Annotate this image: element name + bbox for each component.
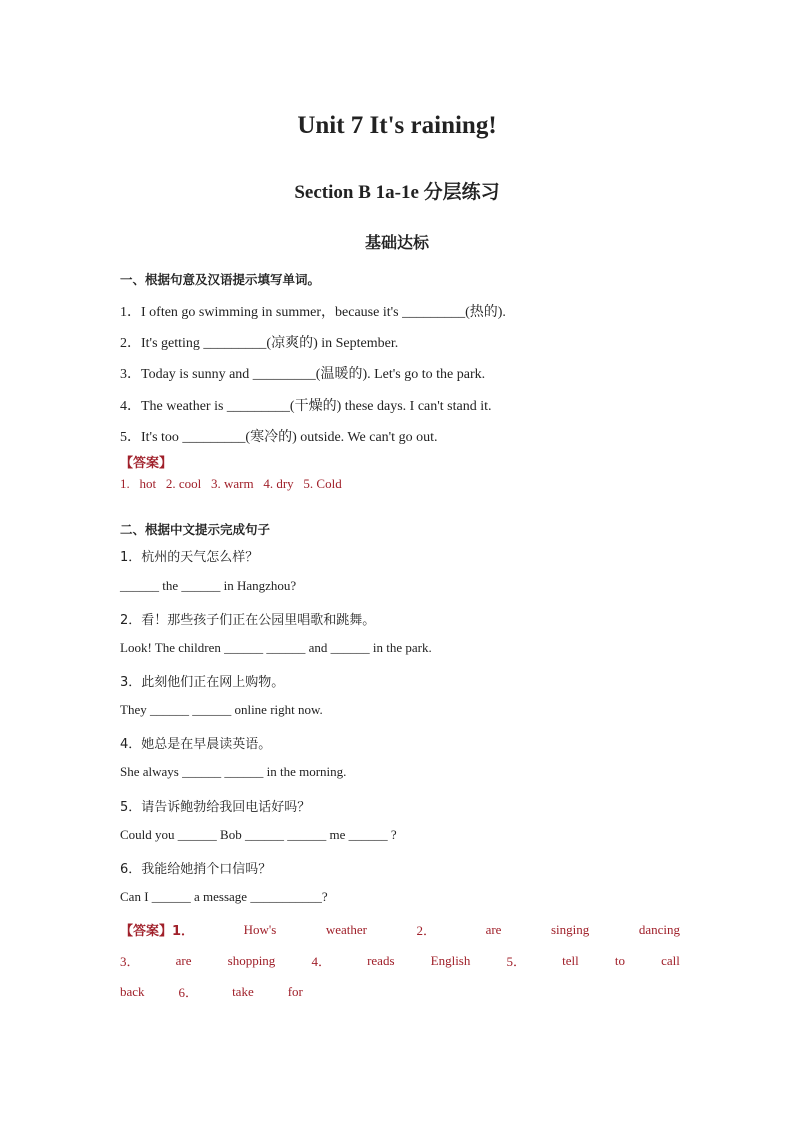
part2-question-cn: 3．此刻他们正在网上购物。 — [120, 675, 285, 690]
part2-question-cn: 4．她总是在早晨读英语。 — [120, 737, 272, 752]
answer-row — [120, 914, 680, 945]
part2-question-en: ______ the ______ in Hangzhou? — [120, 578, 297, 593]
answer-cell: call — [661, 952, 680, 968]
part1-item: 5．It's too _________(寒冷的) outside. We can't go out. — [120, 430, 438, 445]
answer-row — [120, 945, 680, 976]
answer-cell: are — [175, 952, 192, 968]
answer-cell: tell — [562, 952, 579, 968]
answer-cell: shopping — [227, 952, 276, 968]
part2-question-cn: 2．看！那些孩子们正在公园里唱歌和跳舞。 — [120, 613, 376, 628]
part2-heading: 二、根据中文提示完成句子 — [120, 522, 271, 537]
part2-question-en: They ______ ______ online right now. — [120, 702, 323, 717]
answer-cell: for — [287, 983, 303, 999]
page-subtitle: Section B 1a-1e 分层练习 — [294, 182, 500, 203]
answer-cell: 5． — [506, 954, 527, 969]
answer-cell: 6． — [178, 985, 199, 1000]
part1-item: 2．It's getting _________(凉爽的) in September. — [120, 336, 399, 351]
answer-cell: weather — [325, 921, 367, 937]
part2-question-cn: 6．我能给她捎个口信吗？ — [120, 862, 272, 877]
answer-cell: 【答案】1． — [120, 924, 195, 939]
part1-item: 1．I often go swimming in summer，because it's _________(热的). — [120, 305, 506, 320]
part1-item: 3．Today is sunny and _________(温暖的). Let's go to the park. — [120, 367, 486, 382]
answer-cell: singing — [551, 921, 590, 937]
answer-cell: dancing — [638, 921, 680, 937]
level-heading: 基础达标 — [364, 233, 429, 252]
answer-cell: reads — [367, 952, 395, 968]
part2-question-cn: 1．杭州的天气怎么样？ — [120, 550, 259, 565]
part2-question-en: Look! The children ______ ______ and ______ in the park. — [120, 640, 432, 655]
part1-heading: 一、根据句意及汉语提示填写单词。 — [120, 272, 321, 287]
page-title: Unit 7 It's raining! — [297, 112, 497, 139]
answer-cell: English — [430, 952, 471, 968]
part2-answers — [120, 914, 680, 1007]
answer-cell: 3． — [120, 954, 140, 969]
answer-cell: How's — [243, 921, 277, 937]
part2-question-en: Could you ______ Bob ______ ______ me ______ ? — [120, 827, 397, 842]
answer-cell: back — [120, 983, 145, 999]
part1-answers: 1. hot 2. cool 3. warm 4. dry 5. Cold — [120, 476, 342, 491]
answer-cell: take — [232, 983, 254, 999]
part2-question-en: She always ______ ______ in the morning. — [120, 764, 347, 779]
answer-cell: 2． — [416, 923, 437, 938]
part2-question-cn: 5．请告诉鲍勃给我回电话好吗？ — [120, 800, 311, 815]
answer-cell: to — [614, 952, 625, 968]
answer-row — [120, 976, 680, 1007]
part2-question-en: Can I ______ a message ___________? — [120, 889, 328, 904]
part1-answer-tag: 【答案】 — [120, 456, 173, 471]
answer-cell: are — [485, 921, 502, 937]
part1-item: 4．The weather is _________(干燥的) these days. I can't stand it. — [120, 399, 492, 414]
answer-cell: 4． — [311, 954, 331, 969]
